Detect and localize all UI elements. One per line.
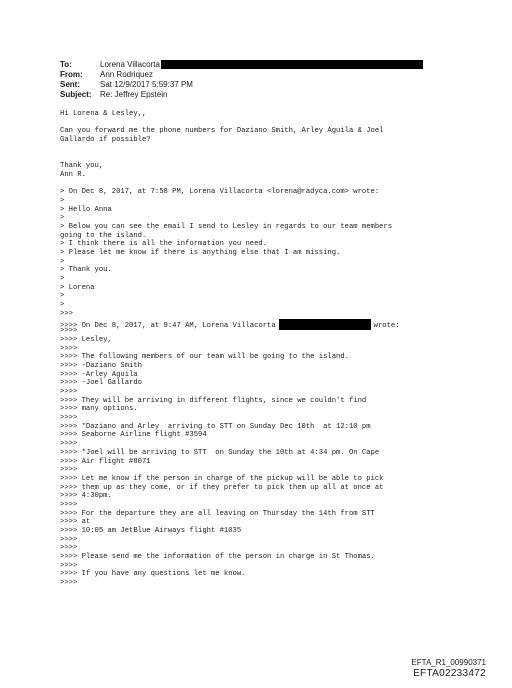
quoted-line: >>>> Please send me the information of the person in charge in St Thomas. — [60, 553, 375, 562]
quoted-line: >>>> at — [60, 518, 91, 527]
body-line: Ann R. — [60, 170, 86, 179]
body-line — [60, 145, 490, 154]
quoted-line: >>>> Seaborne Airline flight #3594 — [60, 431, 207, 440]
quoted-line: >>>> — [60, 561, 78, 570]
quoted-line: >>>> — [60, 414, 78, 423]
email-header — [60, 60, 423, 100]
body-line: Gallardo if possible? — [60, 136, 151, 145]
quoted-line: >>>> many options. — [60, 405, 138, 414]
quoted-line: >>>> For the departure they are all leaving on Thursday the 14th from STT — [60, 509, 375, 518]
quoted-header-text: >>>> On Dec 8, 2017, at 9:47 AM, Lorena Villacorta — [60, 321, 276, 330]
redaction-box — [161, 60, 423, 69]
quoted-line: >>>> -Joel Gallardo — [60, 379, 142, 388]
bates-number: EFTA02233472 — [413, 668, 486, 679]
body-line: > — [60, 196, 65, 205]
quoted-line: >>>> — [60, 544, 78, 553]
quoted-line: >>>> 10:05 am JetBlue Airways flight #1035 — [60, 527, 242, 535]
body-line: > — [60, 257, 65, 266]
bates-footer — [411, 658, 486, 680]
body-line: > — [60, 214, 65, 223]
quoted-line: >>>> — [60, 327, 78, 336]
body-line — [60, 180, 490, 189]
quoted-header-wrote: wrote: — [373, 321, 400, 330]
quoted-line: >>>> -Arley Aguila — [60, 370, 138, 379]
to-value — [100, 60, 423, 70]
body-line: > On Dec 8, 2017, at 7:58 PM, Lorena Villacorta <lorena@radyca.com> wrote: — [60, 188, 380, 197]
quoted-line: >>>> Air flight #8071 — [60, 457, 151, 466]
quoted-line: >>>> them up as they come, or if they prefer to pick them up all at once at — [60, 483, 384, 492]
body-line: Thank you, — [60, 162, 104, 171]
quoted-line: >>>> They will be arriving in different flights, since we couldn't find — [60, 396, 367, 405]
body-line: > Hello Anna — [60, 205, 112, 214]
quoted-line: >>>> — [60, 579, 78, 588]
body-line: > Thank you. — [60, 266, 112, 275]
body-line — [60, 153, 490, 162]
quoted-line: >>>> The following members of our team will be going to the island. — [60, 353, 349, 362]
quoted-line: >>>> — [60, 388, 78, 396]
body-line: > — [60, 275, 65, 284]
body-line: > Please let me know if there is anything else that I am missing. — [60, 249, 341, 257]
quoted-line: >>>> — [60, 344, 78, 353]
quoted-line: >>>> Lesley, — [60, 335, 112, 344]
body-line: > — [60, 301, 65, 310]
from-row — [60, 70, 423, 80]
body-line — [60, 119, 490, 128]
from-label: From: — [60, 70, 83, 79]
from-value: Ann Rodriquez — [100, 70, 153, 79]
to-label: To: — [60, 60, 72, 69]
body-line: > I think there is all the information you need. — [60, 240, 268, 249]
body-line: Can you forward me the phone numbers for Daziano Smith, Arley Aguila & Joel — [60, 127, 384, 136]
sent-value: Sat 12/9/2017 5:59:37 PM — [100, 80, 193, 89]
quoted-line: >>>> — [60, 500, 78, 509]
quoted-header-line — [60, 319, 490, 328]
body-line: > — [60, 292, 65, 301]
body-line: > Lorena — [60, 283, 95, 292]
sent-row — [60, 80, 423, 90]
redaction-box — [279, 319, 371, 330]
to-row — [60, 60, 423, 70]
bates-number-r1: EFTA_R1_00990371 — [411, 658, 486, 667]
quoted-line: >>>> — [60, 440, 78, 449]
quoted-line: >>>> If you have any questions let me know. — [60, 570, 246, 579]
body-line: Hi Lorena & Lesley,, — [60, 110, 147, 118]
quoted-line: >>>> Let me know if the person in charge of the pickup will be able to pick — [60, 474, 384, 483]
quoted-line: >>>> — [60, 535, 78, 544]
body-line: >>> — [60, 309, 73, 318]
subject-value: Re: Jeffrey Epstein — [100, 90, 168, 99]
body-line: > Below you can see the email I send to Lesley in regards to our team members — [60, 222, 393, 231]
quoted-line: >>>> *Daziano and Arley arriving to STT on Sunday Dec 10th at 12:10 pm — [60, 422, 371, 431]
subject-label: Subject: — [60, 90, 92, 99]
to-name: Lorena Villacorta — [100, 60, 160, 69]
subject-row — [60, 90, 423, 100]
quoted-line: >>>> *Joel will be arriving to STT on Sunday the 10th at 4:34 pm. On Cape — [60, 448, 380, 457]
body-line: going to the island. — [60, 231, 147, 240]
sent-label: Sent: — [60, 80, 80, 89]
quoted-line: >>>> — [60, 466, 78, 475]
quoted-line: >>>> -Daziano Smith — [60, 361, 142, 370]
email-body — [60, 110, 490, 588]
quoted-line: >>>> 4:30pm. — [60, 492, 112, 501]
